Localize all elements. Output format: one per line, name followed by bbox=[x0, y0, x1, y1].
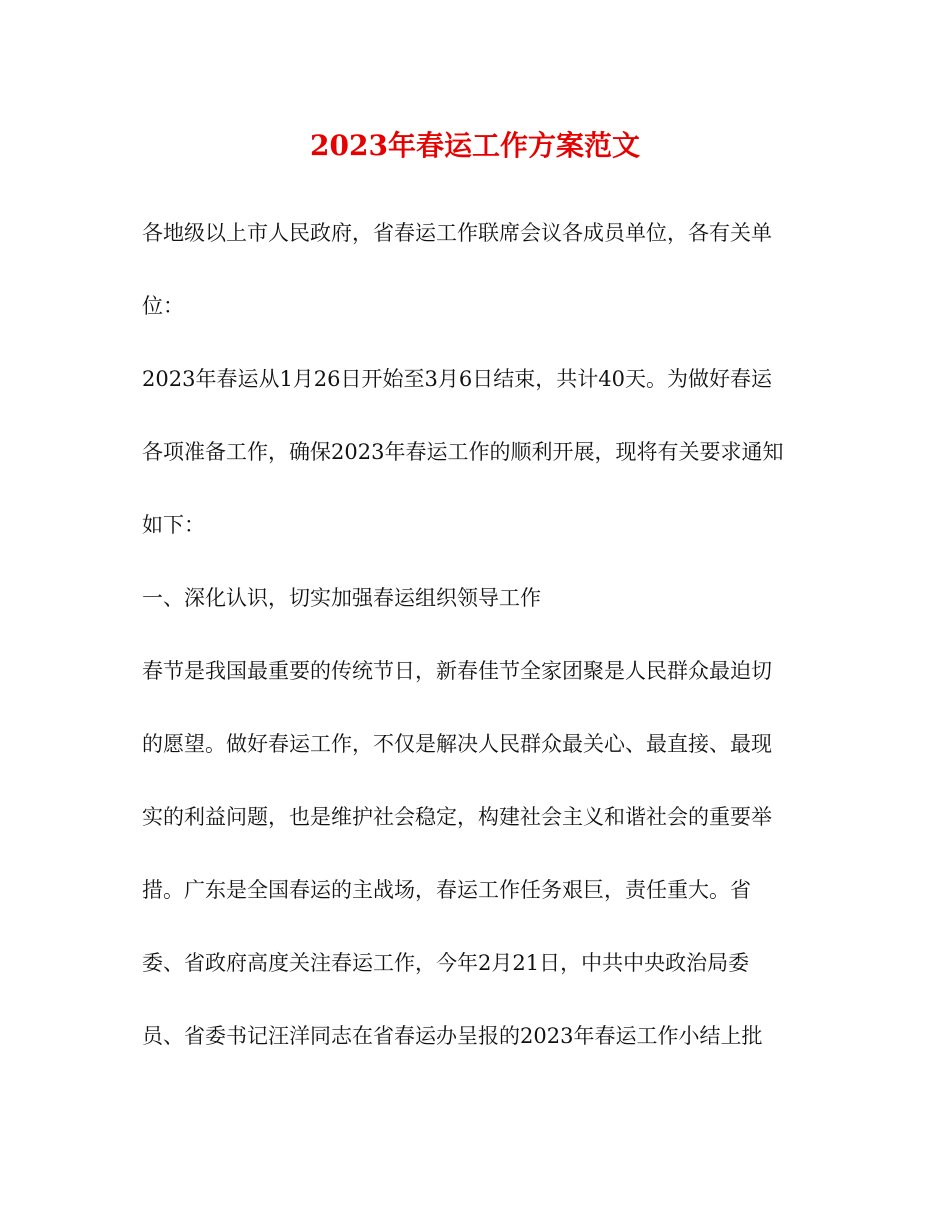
paragraph-2-line-5: 委、省政府高度关注春运工作，今年2月21日，中共中央政治局委 bbox=[142, 951, 750, 975]
paragraph-2-line-4: 措。广东是全国春运的主战场，春运工作任务艰巨，责任重大。省 bbox=[142, 878, 751, 902]
paragraph-2-line-1: 春节是我国最重要的传统节日，新春佳节全家团聚是人民群众最迫切 bbox=[142, 659, 772, 683]
page-title: 2023年春运工作方案范文 bbox=[310, 129, 640, 162]
paragraph-2-line-2: 的愿望。做好春运工作，不仅是解决人民群众最关心、最直接、最现 bbox=[142, 732, 772, 756]
paragraph-2-line-6: 员、省委书记汪洋同志在省春运办呈报的2023年春运工作小结上批 bbox=[142, 1024, 763, 1048]
paragraph-1-line-2: 各项准备工作，确保2023年春运工作的顺利开展，现将有关要求通知 bbox=[142, 440, 784, 464]
salutation-line-1: 各地级以上市人民政府，省春运工作联席会议各成员单位，各有关单 bbox=[142, 221, 772, 245]
paragraph-1-line-3: 如下： bbox=[142, 513, 205, 537]
salutation-line-2: 位： bbox=[142, 294, 184, 318]
section-heading-1: 一、深化认识，切实加强春运组织领导工作 bbox=[142, 586, 541, 610]
paragraph-1-line-1: 2023年春运从1月26日开始至3月6日结束，共计40天。为做好春运 bbox=[142, 367, 772, 391]
paragraph-2-line-3: 实的利益问题，也是维护社会稳定，构建社会主义和谐社会的重要举 bbox=[142, 805, 772, 829]
